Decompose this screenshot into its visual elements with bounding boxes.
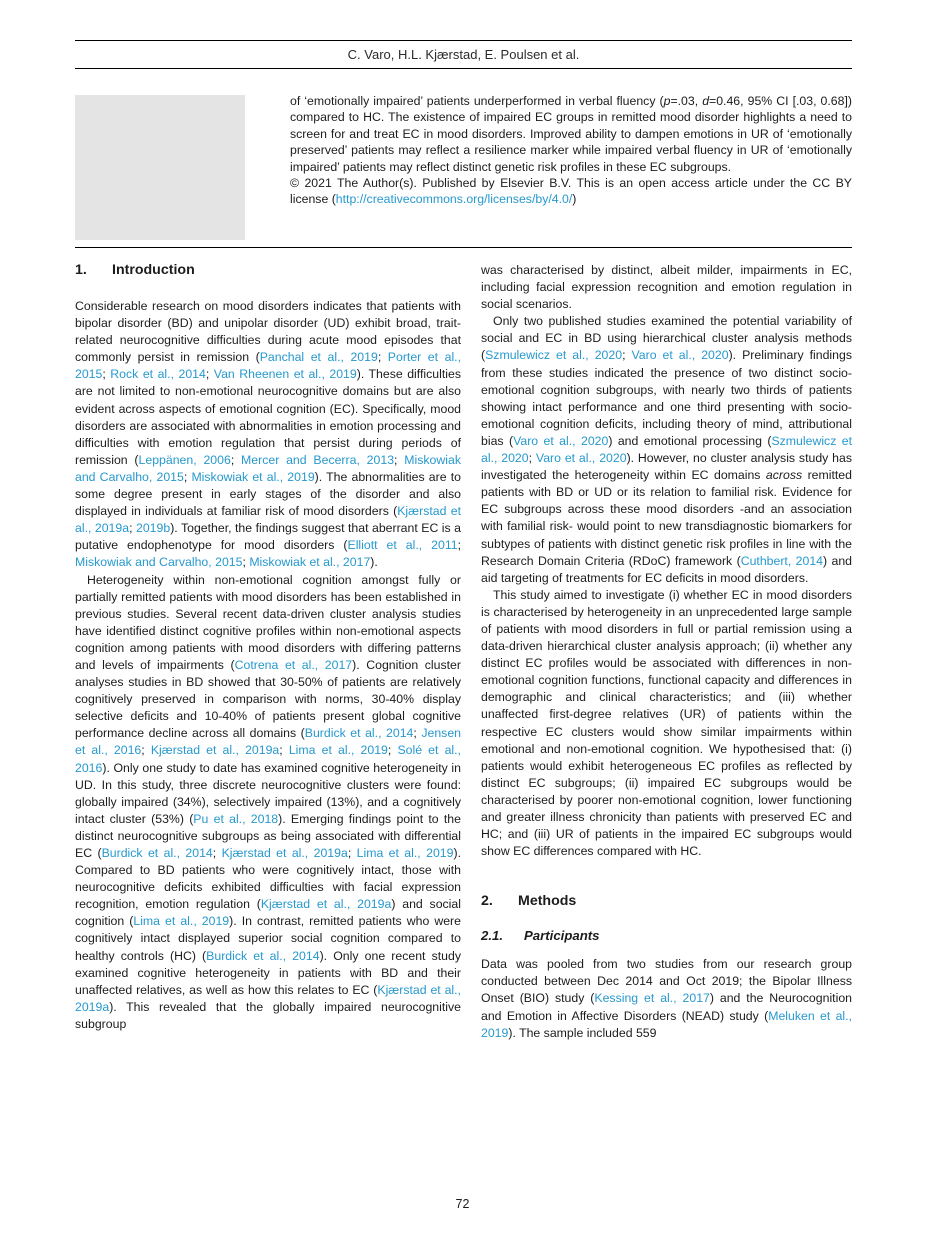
inline-link[interactable]: Varo et al., 2020 [631,348,729,363]
page-number: 72 [455,1197,470,1211]
inline-link[interactable]: Van Rheenen et al., 2019 [213,367,357,382]
inline-link[interactable]: Rock et al., 2014 [110,367,206,382]
text-segment: =0.46, 95% CI [.03, 0.68]) compared to HC. The existence of impaired EC groups in remitted mood disorder highlights a need to screen for and treat EC in mood disorders. Improved ability to dampen emotions in UR of ‘emotionally preserved’ patients may reflect a resilience marker while impaired verbal fluency in UR of ‘emotionally impaired’ patients may reflect distinct genetic risk profiles in these EC subgroups. [290,94,852,174]
inline-link[interactable]: Burdick et al., 2014 [206,948,320,963]
text-segment: ). However, no cluster analysis study has investigated the heterogeneity within EC domains [481,451,853,483]
inline-link[interactable]: Kjærstad et al., 2019a [75,982,461,1014]
text-segment: ; [457,538,462,553]
text-segment: ). In contrast, remitted patients who were cognitively intact displayed superior social cognition compared to healthy controls (HC) ( [75,914,461,963]
methods-text [481,956,852,1041]
text-segment: Data was pooled from two studies from our research group conducted between Dec 2014 and Oct 2019; the Bipolar Illness Onset (BIO) study ( [481,957,852,1006]
inline-link[interactable]: Solé et al., 2016 [75,743,461,775]
text-segment: ; [230,452,242,467]
running-head-authors: C. Varo, H.L. Kjærstad, E. Poulsen et al. [75,40,852,69]
subsection-heading-participants [481,928,852,943]
text-segment: ). These difficulties are not limited to non-emotional neurocognitive domains but are also evident across aspects of emotional cognition (EC). Specifically, mood disorders are associated with abnormalities in emotion processing and difficulties with emotion regulation that persist during periods of remission ( [75,367,461,467]
inline-link[interactable]: Cotrena et al., 2017 [234,657,353,672]
text-segment: p [663,94,671,108]
paragraph [75,298,461,572]
paragraph [481,262,852,313]
section-number: 1. [75,262,87,278]
text-segment: ). Preliminary findings from these studies indicated the presence of two distinct socio-emotional cognition subgroups, with nearly two thirds of patients showing intact performance and one third presenting with socio-emotional cognition deficits, including theory of mind, attributional bias ( [481,348,852,448]
inline-link[interactable]: Lima et al., 2019 [133,914,230,929]
inline-link[interactable]: Miskowiak et al., 2019 [191,469,315,484]
text-segment: Only two published studies examined the potential variability of social and EC in BD using hierarchical cluster analysis methods ( [481,314,852,363]
text-segment: ; [212,846,222,860]
inline-link[interactable]: Miskowiak et al., 2017 [249,555,371,570]
text-segment: was characterised by distinct, albeit milder, impairments in EC, including facial expression recognition and emotion regulation in social scenarios. [481,263,852,312]
inline-link[interactable]: Varo et al., 2020 [535,451,627,466]
inline-link[interactable]: Kjærstad et al., 2019a [221,846,348,860]
text-segment: ; [183,469,192,484]
subsection-number: 2.1. [481,928,503,944]
right-column [481,262,852,1042]
text-segment: ; [528,451,536,466]
text-segment: ). Emerging findings point to the distinct neurocognitive subgroups as being associated with differential EC ( [75,811,461,860]
text-segment: ; [102,367,111,382]
section-heading-methods [481,893,852,909]
abstract-block [75,95,852,240]
text-segment: ; [387,743,398,758]
text-segment: =.03, [670,94,703,108]
section-title: Introduction [112,262,195,278]
inline-link[interactable]: Szmulewicz et al., 2020 [485,348,623,363]
abstract-text [290,93,852,208]
text-segment: ). The sample included 559 [508,1025,657,1040]
text-segment: across [765,468,803,483]
inline-link[interactable]: Panchal et al., 2019 [259,350,378,365]
text-segment: ; [622,348,632,363]
section-divider-rule [75,247,852,248]
text-segment: d [702,94,710,108]
inline-link[interactable]: Cuthbert, 2014 [740,553,824,568]
inline-link[interactable]: Lima et al., 2019 [356,846,454,860]
inline-link[interactable]: Miskowiak and Carvalho, 2015 [75,452,461,484]
inline-link[interactable]: Miskowiak and Carvalho, 2015 [75,555,243,570]
inline-link[interactable]: Varo et al., 2020 [513,433,609,448]
text-segment: ; [377,350,388,365]
inline-link[interactable]: Burdick et al., 2014 [101,846,213,860]
inline-link[interactable]: Meluken et al., 2019 [481,1008,852,1040]
text-segment: ; [129,521,136,536]
text-segment: Considerable research on mood disorders indicates that patients with bipolar disorder (BD) and unipolar disorder (UD) exhibit broad, trait-related neurocognitive difficulties during acute mood episodes that commonly persist in remission ( [75,299,461,365]
text-segment: This study aimed to investigate (i) whether EC in mood disorders is characterised by heterogeneity in an unprecedented large sample of patients with mood disorders in full or partial remission using a data-driven hierarchical cluster analysis approach; (ii) whether any distinct EC profiles would be associated with differences in non-emotional cognition functions, functional capacity and differences in demographic and clinical characteristics; and (iii) whether unaffected first-degree relatives (UR) of patients within the respective EC clusters would show similar impairments within emotional and non-emotional cognition. We hypothesised that: (i) patients would exhibit heterogeneous EC profiles as reflected by distinct EC subgroups; (ii) impaired EC subgroups would be characterised by poorer non-emotional cognition, lower functioning and greater illness chronicity than patients with preserved EC and HC; and (iii) UR of patients in the impaired EC subgroups would show EC differences compared with HC. [481,587,852,859]
text-segment: ; [279,743,289,758]
text-segment: ). [370,555,378,570]
text-segment: of ‘emotionally impaired’ patients underperformed in verbal fluency ( [290,94,664,108]
inline-link[interactable]: Porter et al., 2015 [75,350,462,382]
text-segment: ). Only one study to date has examined cognitive heterogeneity in UD. In this study, three discrete neurocognitive clusters were found: globally impaired (34%), selectively impaired (13%), and a cognitively intact cluster (53%) ( [75,760,461,826]
inline-link[interactable]: 2019b [135,521,171,536]
text-segment: ; [205,367,214,382]
text-segment: remitted patients with BD or UD or its relation to familial risk. Evidence for EC subgroups across these mood disorders -and an association with familial risk- would point to new transdiagnostic biomarkers for subtypes of patients with distinct genetic risk profiles in line with the Research Domain Criteria (RDoC) framework ( [481,468,852,568]
inline-link[interactable]: Kjærstad et al., 2019a [75,504,461,536]
paragraph [75,572,461,1034]
paragraph [290,175,852,208]
abstract-figure-placeholder [75,95,245,240]
inline-link[interactable]: Mercer and Becerra, 2013 [241,452,395,467]
paragraph [481,587,852,861]
inline-link[interactable]: Jensen et al., 2016 [75,726,461,758]
paragraph [481,313,852,587]
inline-link[interactable]: Kjærstad et al., 2019a [150,743,280,758]
left-column [75,262,461,1033]
inline-link[interactable]: Szmulewicz et al., 2020 [481,433,853,466]
introduction-left-text [75,298,461,1033]
paragraph [481,956,852,1041]
inline-link[interactable]: Elliott et al., 2011 [347,538,458,553]
text-segment: ). Compared to BD patients who were cognitively intact, those with neurocognitive deficits exhibited difficulties with facial expression recognition, emotion regulation ( [75,846,461,912]
text-segment: ). This revealed that the globally impaired neurocognitive subgroup [75,999,461,1031]
text-segment: ). Only one recent study examined cognitive heterogeneity in patients with BD and their unaffected relatives, as well as how this relates to EC ( [75,948,461,997]
text-segment: ; [141,743,151,758]
subsection-title: Participants [524,928,600,944]
text-segment: Heterogeneity within non-emotional cognition amongst fully or partially remitted patients with mood disorders has been established in previous studies. Several recent data-driven cluster analysis studies have identified distinct cognitive profiles within non-emotional aspects cognition among patients with mood disorders with differing patterns and levels of impairments ( [75,572,461,672]
text-segment: ; [394,452,405,467]
inline-link[interactable]: Leppänen, 2006 [138,452,231,467]
text-segment: ; [242,555,250,570]
section-heading-introduction [75,262,461,278]
text-segment: ; [413,726,422,741]
inline-link[interactable]: Pu et al., 2018 [193,811,279,826]
text-segment: © 2021 The Author(s). Published by Elsevier B.V. This is an open access article under the CC BY license ( [290,176,852,207]
inline-link[interactable]: Kjærstad et al., 2019a [260,897,392,912]
text-segment: ) and emotional processing ( [608,433,772,448]
text-segment: ) and the Neurocognition and Emotion in Affective Disorders (NEAD) study ( [481,991,853,1023]
inline-link[interactable]: Lima et al., 2019 [288,743,388,758]
text-segment: ). The abnormalities are to some degree present in early stages of the disorder and also displayed in individuals at familiar risk of mood disorders ( [75,469,461,519]
text-segment: ) and aid targeting of treatments for EC deficits in mood disorders. [481,553,853,585]
text-segment: ). Together, the findings suggest that aberrant EC is a putative endophenotype for mood disorders ( [75,521,462,553]
text-segment: ). Cognition cluster analyses studies in BD showed that 30-50% of patients are relatively cognitively preserved in comparison with norms, 30-40% display selective deficits and 10-40% of patients present global cognitive performance decline across all domains ( [75,657,461,741]
paragraph [290,93,852,175]
text-segment: ; [347,846,357,860]
introduction-right-text [481,262,852,860]
inline-link[interactable]: http://creativecommons.org/licenses/by/4.0/ [335,192,573,207]
inline-link[interactable]: Kessing et al., 2017 [594,991,710,1006]
text-segment: ) and social cognition ( [75,897,461,929]
section-title: Methods [518,893,577,910]
section-number: 2. [481,893,493,910]
text-segment: ) [572,192,577,207]
inline-link[interactable]: Burdick et al., 2014 [304,726,414,741]
